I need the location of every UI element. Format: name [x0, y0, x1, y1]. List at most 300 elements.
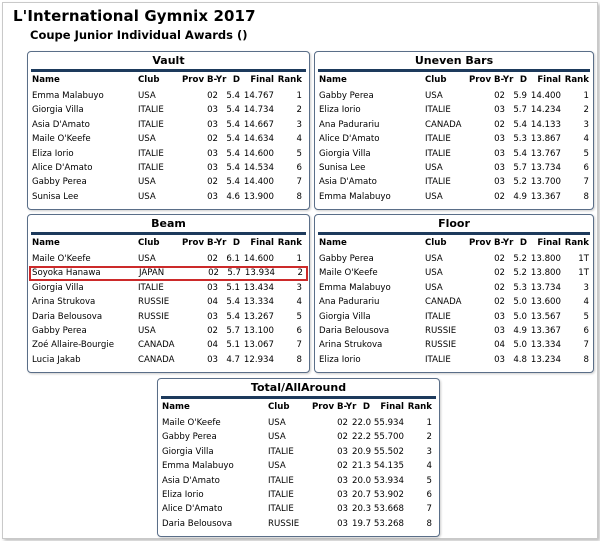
cell-d: 5.4: [226, 91, 240, 101]
table-row: [315, 266, 593, 280]
table-row: [28, 190, 309, 204]
column-header-name: Name: [32, 75, 60, 85]
cell-d: 5.1: [226, 282, 240, 293]
cell-club: ITALIE: [425, 148, 451, 159]
column-header-final: Final: [250, 238, 274, 248]
cell-name: Alice D'Amato: [162, 504, 223, 515]
cell-final: 14.400: [243, 177, 274, 188]
table-row: [315, 190, 593, 204]
cell-rank: 6: [583, 162, 589, 173]
cell-name: Maile O'Keefe: [162, 418, 221, 428]
cell-final: 13.334: [243, 297, 274, 308]
cell-name: Asia D'Amato: [319, 177, 377, 188]
cell-name: Emma Malabuyo: [32, 91, 104, 101]
cell-final: 14.734: [243, 105, 274, 116]
table-row: [28, 118, 309, 132]
cell-rank: 2: [296, 105, 302, 116]
cell-final: 13.367: [530, 325, 561, 336]
column-header-d: D: [232, 75, 240, 85]
cell-d: 5.4: [226, 119, 240, 130]
table-header-row: [158, 400, 439, 416]
cell-club: USA: [268, 432, 286, 443]
cell-name: Daria Belousova: [32, 311, 103, 322]
cell-club: USA: [138, 91, 156, 101]
cell-d: 4.9: [513, 325, 527, 336]
table-row: [315, 324, 593, 338]
aa-panel-title: Total/AllAround: [161, 379, 436, 399]
cell-name: Alice D'Amato: [319, 134, 380, 145]
cell-name: Arina Strukova: [319, 340, 383, 351]
cell-prov: 03: [494, 162, 505, 173]
cell-final: 12.934: [243, 354, 274, 365]
table-row: [315, 118, 593, 132]
table-row: [315, 252, 593, 266]
column-header-rank: Rank: [277, 238, 302, 248]
cell-final: 14.634: [243, 134, 274, 145]
cell-club: RUSSIE: [138, 297, 170, 308]
cell-name: Giorgia Villa: [32, 105, 84, 116]
cell-prov: 02: [208, 268, 219, 279]
cell-prov: 03: [337, 446, 348, 457]
cell-rank: 5: [583, 311, 589, 322]
cell-d: 19.7: [352, 518, 372, 529]
cell-prov: 03: [337, 518, 348, 529]
cell-name: Giorgia Villa: [162, 446, 214, 457]
cell-rank: 6: [296, 162, 302, 173]
cell-d: 5.0: [513, 340, 527, 351]
column-header-final: Final: [380, 402, 404, 412]
cell-name: Alice D'Amato: [32, 162, 93, 173]
cell-d: 5.2: [513, 177, 527, 188]
cell-club: ITALIE: [138, 119, 164, 130]
cell-rank: 4: [296, 134, 302, 145]
page-subtitle: Coupe Junior Individual Awards (): [30, 28, 248, 42]
column-header-d: D: [362, 402, 370, 412]
cell-d: 22.2: [352, 432, 372, 443]
cell-final: 13.600: [530, 297, 561, 308]
cell-club: USA: [425, 282, 443, 293]
table-row: [28, 324, 309, 338]
cell-club: USA: [425, 268, 443, 279]
cell-club: ITALIE: [425, 354, 451, 365]
cell-rank: 1T: [578, 268, 589, 279]
cell-d: 5.3: [513, 282, 527, 293]
cell-club: ITALIE: [425, 105, 451, 116]
cell-final: 13.767: [530, 148, 561, 159]
cell-d: 5.0: [513, 297, 527, 308]
table-row: [28, 338, 309, 352]
cell-club: USA: [138, 191, 156, 202]
cell-final: 13.867: [530, 134, 561, 145]
floor-panel-title: Floor: [318, 215, 590, 235]
column-header-rank: Rank: [564, 75, 589, 85]
cell-club: ITALIE: [425, 177, 451, 188]
cell-final: 14.400: [530, 91, 561, 101]
cell-final: 13.367: [530, 191, 561, 202]
table-row: [315, 338, 593, 352]
table-row: [28, 175, 309, 189]
uneven-bars-panel: [314, 51, 594, 210]
cell-rank: 4: [426, 461, 432, 472]
cell-rank: 7: [583, 177, 589, 188]
cell-final: 14.534: [243, 162, 274, 173]
cell-d: 5.7: [227, 268, 241, 279]
table-row: [28, 103, 309, 117]
cell-rank: 1: [296, 91, 302, 101]
cell-prov: 02: [494, 282, 505, 293]
cell-rank: 8: [583, 191, 589, 202]
table-header-row: [28, 73, 309, 89]
cell-d: 5.4: [226, 105, 240, 116]
cell-name: Daria Belousova: [319, 325, 390, 336]
cell-club: ITALIE: [268, 504, 294, 515]
cell-d: 20.9: [352, 446, 372, 457]
table-row: [158, 459, 439, 473]
column-header-final: Final: [537, 75, 561, 85]
cell-rank: 8: [583, 354, 589, 365]
table-row: [28, 310, 309, 324]
cell-club: ITALIE: [425, 311, 451, 322]
table-row: [315, 89, 593, 103]
cell-name: Eliza Iorio: [32, 148, 74, 159]
cell-final: 13.700: [530, 177, 561, 188]
cell-prov: 02: [494, 191, 505, 202]
table-row: [315, 132, 593, 146]
column-header-prov: Prov B-Yr: [182, 75, 227, 85]
cell-d: 5.2: [513, 254, 527, 264]
cell-rank: 7: [426, 504, 432, 515]
cell-club: RUSSIE: [425, 340, 457, 351]
cell-d: 6.1: [226, 254, 240, 264]
beam-panel-title: Beam: [31, 215, 306, 235]
column-header-club: Club: [425, 238, 447, 248]
table-row: [315, 281, 593, 295]
cell-club: CANADA: [425, 119, 462, 130]
cell-club: USA: [425, 191, 443, 202]
cell-name: Emma Malabuyo: [319, 191, 391, 202]
cell-rank: 7: [296, 340, 302, 351]
cell-prov: 03: [207, 148, 218, 159]
cell-name: Ana Padurariu: [319, 119, 380, 130]
cell-prov: 02: [207, 325, 218, 336]
cell-name: Sunisa Lee: [319, 162, 366, 173]
cell-club: ITALIE: [138, 282, 164, 293]
cell-prov: 03: [207, 282, 218, 293]
cell-rank: 3: [296, 119, 302, 130]
cell-final: 14.767: [243, 91, 274, 101]
cell-d: 5.4: [226, 148, 240, 159]
cell-name: Soyoka Hanawa: [32, 268, 101, 279]
cell-club: USA: [138, 254, 156, 264]
cell-final: 13.067: [243, 340, 274, 351]
cell-final: 13.234: [530, 354, 561, 365]
cell-prov: 03: [494, 311, 505, 322]
table-row: [29, 266, 308, 280]
column-header-final: Final: [537, 238, 561, 248]
cell-d: 5.4: [226, 134, 240, 145]
cell-rank: 3: [583, 282, 589, 293]
cell-d: 5.4: [513, 148, 527, 159]
cell-final: 13.934: [244, 268, 275, 279]
cell-name: Eliza Iorio: [319, 105, 361, 116]
cell-rank: 1: [296, 254, 302, 264]
cell-rank: 2: [426, 432, 432, 443]
cell-prov: 03: [494, 354, 505, 365]
cell-prov: 03: [494, 148, 505, 159]
cell-name: Maile O'Keefe: [32, 134, 91, 145]
cell-final: 13.434: [243, 282, 274, 293]
column-header-d: D: [519, 238, 527, 248]
cell-final: 14.667: [243, 119, 274, 130]
cell-rank: 4: [583, 134, 589, 145]
cell-d: 5.1: [226, 340, 240, 351]
cell-final: 13.734: [530, 282, 561, 293]
cell-rank: 8: [296, 191, 302, 202]
cell-name: Maile O'Keefe: [319, 268, 378, 279]
cell-rank: 3: [426, 446, 432, 457]
column-header-prov: Prov B-Yr: [312, 402, 357, 412]
cell-final: 13.800: [530, 268, 561, 279]
cell-name: Giorgia Villa: [319, 311, 371, 322]
cell-name: Giorgia Villa: [32, 282, 84, 293]
column-header-rank: Rank: [564, 238, 589, 248]
cell-name: Gabby Perea: [162, 432, 217, 443]
cell-club: USA: [138, 177, 156, 188]
table-header-row: [28, 236, 309, 252]
cell-d: 5.3: [513, 134, 527, 145]
cell-name: Emma Malabuyo: [162, 461, 234, 472]
cell-club: CANADA: [138, 354, 175, 365]
column-header-rank: Rank: [407, 402, 432, 412]
cell-final: 13.100: [243, 325, 274, 336]
cell-rank: 5: [583, 148, 589, 159]
cell-rank: 3: [296, 282, 302, 293]
cell-club: RUSSIE: [268, 518, 300, 529]
cell-club: CANADA: [138, 340, 175, 351]
cell-d: 5.2: [513, 268, 527, 279]
cell-name: Gabby Perea: [319, 91, 374, 101]
cell-prov: 03: [494, 134, 505, 145]
cell-rank: 8: [426, 518, 432, 529]
cell-prov: 03: [494, 177, 505, 188]
cell-name: Gabby Perea: [32, 177, 87, 188]
cell-club: USA: [425, 254, 443, 264]
cell-prov: 03: [207, 354, 218, 365]
column-header-prov: Prov B-Yr: [469, 75, 514, 85]
cell-d: 5.4: [226, 177, 240, 188]
cell-d: 5.4: [226, 311, 240, 322]
cell-name: Asia D'Amato: [162, 475, 220, 486]
cell-name: Sunisa Lee: [32, 191, 79, 202]
cell-club: ITALIE: [268, 489, 294, 500]
cell-prov: 03: [337, 489, 348, 500]
cell-prov: 02: [494, 119, 505, 130]
table-row: [158, 445, 439, 459]
cell-d: 5.9: [513, 91, 527, 101]
cell-final: 13.734: [530, 162, 561, 173]
cell-name: Asia D'Amato: [32, 119, 90, 130]
cell-final: 53.934: [373, 475, 404, 486]
cell-name: Gabby Perea: [319, 254, 374, 264]
cell-d: 5.7: [226, 325, 240, 336]
table-row: [28, 89, 309, 103]
table-row: [315, 147, 593, 161]
cell-final: 13.267: [243, 311, 274, 322]
vault-panel: [27, 51, 310, 210]
page-frame: [2, 2, 598, 539]
cell-prov: 02: [337, 461, 348, 472]
cell-d: 4.9: [513, 191, 527, 202]
cell-rank: 1T: [578, 254, 589, 264]
cell-club: ITALIE: [138, 105, 164, 116]
table-row: [28, 252, 309, 266]
cell-prov: 02: [207, 91, 218, 101]
vault-panel-title: Vault: [31, 52, 306, 72]
cell-final: 54.135: [373, 461, 404, 472]
cell-prov: 02: [207, 254, 218, 264]
table-row: [158, 488, 439, 502]
cell-prov: 03: [494, 105, 505, 116]
cell-prov: 02: [337, 432, 348, 443]
cell-d: 5.0: [513, 311, 527, 322]
cell-final: 53.902: [373, 489, 404, 500]
cell-prov: 02: [207, 134, 218, 145]
table-row: [158, 416, 439, 430]
cell-rank: 1: [583, 91, 589, 101]
cell-prov: 02: [207, 177, 218, 188]
allaround-panel: [157, 378, 440, 537]
cell-prov: 03: [337, 475, 348, 486]
cell-final: 55.700: [373, 432, 404, 443]
cell-final: 53.268: [373, 518, 404, 529]
cell-rank: 5: [296, 311, 302, 322]
table-row: [28, 281, 309, 295]
column-header-prov: Prov B-Yr: [469, 238, 514, 248]
table-row: [315, 103, 593, 117]
cell-name: Eliza Iorio: [319, 354, 361, 365]
cell-prov: 02: [494, 254, 505, 264]
cell-prov: 03: [207, 105, 218, 116]
table-row: [28, 353, 309, 367]
cell-final: 14.600: [243, 254, 274, 264]
cell-club: ITALIE: [138, 162, 164, 173]
page-title: L'International Gymnix 2017: [13, 7, 256, 25]
cell-final: 14.600: [243, 148, 274, 159]
cell-d: 5.7: [513, 105, 527, 116]
cell-d: 20.7: [352, 489, 372, 500]
cell-prov: 02: [494, 268, 505, 279]
cell-club: USA: [425, 162, 443, 173]
cell-d: 22.0: [352, 418, 372, 428]
cell-d: 4.6: [226, 191, 240, 202]
cell-club: USA: [138, 134, 156, 145]
cell-rank: 7: [296, 177, 302, 188]
table-row: [158, 474, 439, 488]
table-row: [158, 430, 439, 444]
table-row: [158, 502, 439, 516]
cell-d: 21.3: [352, 461, 372, 472]
cell-name: Maile O'Keefe: [32, 254, 91, 264]
cell-final: 13.567: [530, 311, 561, 322]
table-row: [315, 310, 593, 324]
table-row: [315, 175, 593, 189]
cell-prov: 03: [494, 325, 505, 336]
cell-prov: 03: [207, 311, 218, 322]
column-header-d: D: [519, 75, 527, 85]
cell-rank: 3: [583, 119, 589, 130]
cell-final: 13.334: [530, 340, 561, 351]
cell-name: Emma Malabuyo: [319, 282, 391, 293]
cell-prov: 04: [207, 340, 218, 351]
table-row: [158, 517, 439, 531]
cell-club: ITALIE: [138, 148, 164, 159]
cell-rank: 1: [426, 418, 432, 428]
table-row: [28, 161, 309, 175]
cell-name: Arina Strukova: [32, 297, 96, 308]
cell-prov: 03: [337, 504, 348, 515]
cell-club: USA: [268, 461, 286, 472]
cell-rank: 5: [426, 475, 432, 486]
floor-panel: [314, 214, 594, 373]
table-row: [315, 353, 593, 367]
cell-d: 5.7: [513, 162, 527, 173]
beam-panel: [27, 214, 310, 373]
cell-prov: 03: [207, 191, 218, 202]
cell-club: ITALIE: [425, 134, 451, 145]
cell-club: CANADA: [425, 297, 462, 308]
column-header-club: Club: [268, 402, 290, 412]
column-header-club: Club: [138, 238, 160, 248]
cell-club: USA: [138, 325, 156, 336]
cell-rank: 6: [583, 325, 589, 336]
cell-prov: 02: [494, 297, 505, 308]
column-header-club: Club: [138, 75, 160, 85]
cell-prov: 04: [494, 340, 505, 351]
cell-rank: 2: [297, 268, 303, 279]
cell-d: 20.3: [352, 504, 372, 515]
cell-club: USA: [425, 91, 443, 101]
table-row: [28, 147, 309, 161]
cell-d: 20.0: [352, 475, 372, 486]
table-row: [315, 161, 593, 175]
table-header-row: [315, 73, 593, 89]
cell-rank: 4: [583, 297, 589, 308]
cell-rank: 8: [296, 354, 302, 365]
cell-final: 14.234: [530, 105, 561, 116]
cell-d: 5.4: [513, 119, 527, 130]
column-header-d: D: [232, 238, 240, 248]
cell-name: Ana Padurariu: [319, 297, 380, 308]
cell-name: Gabby Perea: [32, 325, 87, 336]
cell-club: ITALIE: [268, 446, 294, 457]
cell-name: Daria Belousova: [162, 518, 233, 529]
column-header-club: Club: [425, 75, 447, 85]
cell-final: 13.900: [243, 191, 274, 202]
cell-rank: 5: [296, 148, 302, 159]
column-header-name: Name: [319, 75, 347, 85]
column-header-rank: Rank: [277, 75, 302, 85]
cell-rank: 6: [296, 325, 302, 336]
cell-final: 55.934: [373, 418, 404, 428]
column-header-final: Final: [250, 75, 274, 85]
cell-d: 5.4: [226, 297, 240, 308]
cell-final: 14.133: [530, 119, 561, 130]
cell-name: Zoé Allaire-Bourgie: [32, 340, 115, 351]
column-header-name: Name: [32, 238, 60, 248]
column-header-prov: Prov B-Yr: [182, 238, 227, 248]
table-row: [315, 295, 593, 309]
cell-prov: 04: [207, 297, 218, 308]
